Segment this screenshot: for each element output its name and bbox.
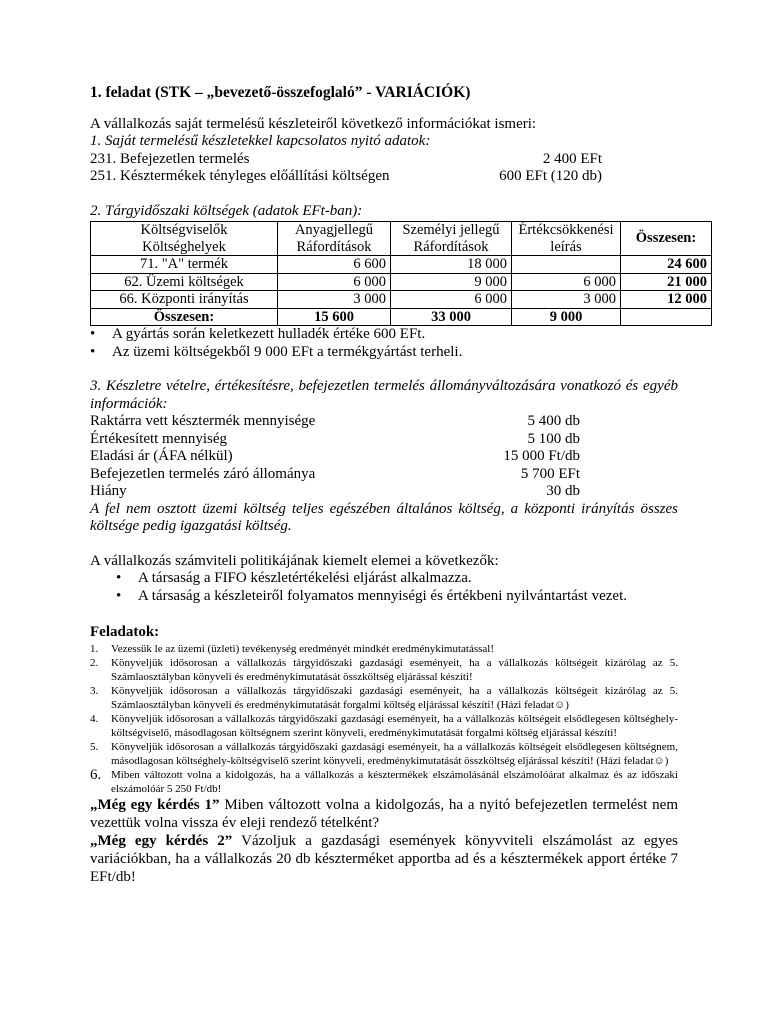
question-text: Miben változott volna a kidolgozás, ha a nyitó befejezetlen termelést nem vezettük volna vissza év eleji rendező tételként? — [90, 796, 679, 831]
info-row — [90, 431, 580, 449]
list-item — [90, 740, 678, 768]
table-row — [91, 273, 712, 291]
info-label: Eladási ár (ÁFA nélkül) — [90, 448, 233, 464]
table-header: Anyagjellegű Ráfordítások — [278, 222, 391, 256]
policy-list — [90, 570, 678, 605]
page-title: 1. feladat (STK – „bevezető-összefoglaló” - VARIÁCIÓK) — [90, 84, 471, 101]
list-item — [90, 712, 678, 740]
opening-row — [90, 168, 602, 186]
opening-label: 251. Késztermékek tényleges előállítási költségen — [90, 168, 390, 184]
tasks-heading: Feladatok: — [90, 624, 160, 640]
question-label: „Még egy kérdés 1” — [90, 796, 220, 813]
extra-question — [90, 796, 678, 832]
table-cell — [512, 256, 621, 274]
section3-heading: 3. Készletre vételre, értékesítésre, befejezetlen termelés állományváltozására vonatkozó és egyéb információk: — [90, 378, 678, 412]
opening-label: 231. Befejezetlen termelés — [90, 150, 250, 167]
table-cell: 6 000 — [391, 291, 512, 309]
document — [90, 84, 707, 886]
info-value: 5 700 EFt — [520, 465, 580, 482]
table-cell: 15 600 — [278, 308, 391, 326]
policy-intro: A vállalkozás számviteli politikájának kiemelt elemei a következők: — [90, 552, 499, 569]
extra-question — [90, 832, 678, 886]
info-value: 5 400 db — [527, 413, 580, 429]
task-number: 1. — [90, 642, 99, 655]
table-cell: Összesen: — [91, 308, 278, 326]
info-row — [90, 413, 580, 431]
list-item: • A gyártás során keletkezett hulladék értéke 600 EFt. — [90, 326, 678, 344]
task-number: 3. — [90, 684, 99, 697]
table-row — [91, 291, 712, 309]
info-label: Befejezetlen termelés záró állománya — [90, 465, 316, 482]
list-item — [90, 768, 678, 796]
cost-notes-list — [90, 326, 678, 361]
task-text: Könyveljük idősorosan a vállalkozás tárgyidőszaki gazdasági eseményeit, ha a vállalkozás költségeit kizárólag az 5. Számlaosztályban könyveli és eredménykimutatását forgalmi költség eljárással készíti! (Házi feladat☺) — [111, 684, 678, 711]
task-text: Vezessük le az üzemi (üzleti) tevékenység eredményét mindkét eredménykimutatással! — [111, 642, 495, 655]
table-header-row — [91, 222, 712, 256]
tasks-list — [90, 642, 678, 796]
table-header: Személyi jellegű Ráfordítások — [391, 222, 512, 256]
table-cell: 9 000 — [512, 308, 621, 326]
table-cell: 18 000 — [391, 256, 512, 274]
table-cell: 66. Központi irányítás — [91, 291, 278, 309]
task-number: 5. — [90, 740, 99, 753]
table-cell: 6 000 — [512, 273, 621, 291]
question-text: Vázoljuk a gazdasági események könyvviteli elszámolást az egyes variációkban, ha a vállalkozás 20 db készterméket apportba ad és a késztermékek apport értéke 7 EFt/db! — [90, 832, 679, 885]
info-row — [90, 448, 580, 466]
list-item: • Az üzemi költségekből 9 000 EFt a termékgyártást terheli. — [90, 344, 678, 362]
info-label: Értékesített mennyiség — [90, 430, 228, 447]
info-value: 5 100 db — [527, 430, 580, 447]
info-label: Hiány — [90, 483, 127, 499]
table-cell: 3 000 — [278, 291, 391, 309]
list-item — [90, 684, 678, 712]
table-cell: 71. "A" termék — [91, 256, 278, 274]
info-value: 30 db — [546, 483, 580, 499]
table-header: Értékcsökkenési leírás — [512, 222, 621, 256]
list-item: • A társaság a készleteiről folyamatos mennyiségi és értékbeni nyilvántartást vezet. — [90, 588, 678, 606]
table-cell: 9 000 — [391, 273, 512, 291]
intro-text: A vállalkozás saját termelésű készleteiről következő információkat ismeri: — [90, 115, 537, 132]
table-cell: 24 600 — [621, 256, 712, 274]
info-value: 15 000 Ft/db — [503, 448, 580, 464]
question-label: „Még egy kérdés 2” — [90, 832, 233, 849]
opening-row — [90, 151, 602, 169]
table-cell: 3 000 — [512, 291, 621, 309]
cost-table — [90, 221, 712, 326]
table-cell: 6 600 — [278, 256, 391, 274]
opening-value: 2 400 EFt — [542, 150, 602, 167]
table-cell: 6 000 — [278, 273, 391, 291]
opening-value: 600 EFt (120 db) — [499, 168, 602, 184]
table-cell: 33 000 — [391, 308, 512, 326]
task-text: Miben változott volna a kidolgozás, ha a vállalkozás a késztermékek elszámolásánál elszámolóárat alkalmaz és az időszaki elszámolóár 5 250 Ft/db! — [111, 768, 678, 795]
task-text: Könyveljük idősorosan a vállalkozás tárgyidőszaki gazdasági eseményeit, ha a vállalkozás költségeit elsődlegesen költséghely-költségviselő, másodlagosan költségnem szerint könyveli, eredménykimutatását forgalmi költség eljárással készíti! — [111, 712, 678, 739]
section2-heading: 2. Tárgyidőszaki költségek (adatok EFt-ban): — [90, 202, 363, 219]
list-item — [90, 656, 678, 684]
task-text: Könyveljük idősorosan a vállalkozás tárgyidőszaki gazdasági eseményeit, ha a vállalkozás költségeit kizárólag az 5. Számlaosztályban könyveli és eredménykimutatását összköltség eljárással készíti! — [111, 656, 678, 683]
table-cell: 62. Üzemi költségek — [91, 273, 278, 291]
info-row — [90, 466, 580, 484]
section1-heading: 1. Saját termelésű készletekkel kapcsolatos nyitó adatok: — [90, 133, 431, 149]
list-item: • A társaság a FIFO készletértékelési eljárást alkalmazza. — [90, 570, 678, 588]
info-label: Raktárra vett késztermék mennyisége — [90, 413, 316, 429]
info-row — [90, 483, 580, 501]
table-row — [91, 256, 712, 274]
table-cell — [621, 308, 712, 326]
table-cell: 21 000 — [621, 273, 712, 291]
task-text: Könyveljük idősorosan a vállalkozás tárgyidőszaki gazdasági eseményeit, ha a vállalkozás költségeit elsődlegesen költségnem, másodlagosan költséghely-költségviselő szerint könyveli, eredménykimutatását összköltség eljárással készíti! (Házi feladat☺) — [111, 740, 678, 767]
table-total-row — [91, 308, 712, 326]
table-header: Összesen: — [621, 222, 712, 256]
list-item — [90, 642, 678, 656]
table-header: Költségviselők Költséghelyek — [91, 222, 278, 256]
section3-note: A fel nem osztott üzemi költség teljes egészében általános költség, a központi irányítás összes költsége pedig igazgatási költség. — [90, 500, 678, 534]
task-number: 2. — [90, 656, 99, 669]
task-number: 4. — [90, 712, 99, 725]
task-number: 6. — [90, 766, 102, 783]
table-cell: 12 000 — [621, 291, 712, 309]
